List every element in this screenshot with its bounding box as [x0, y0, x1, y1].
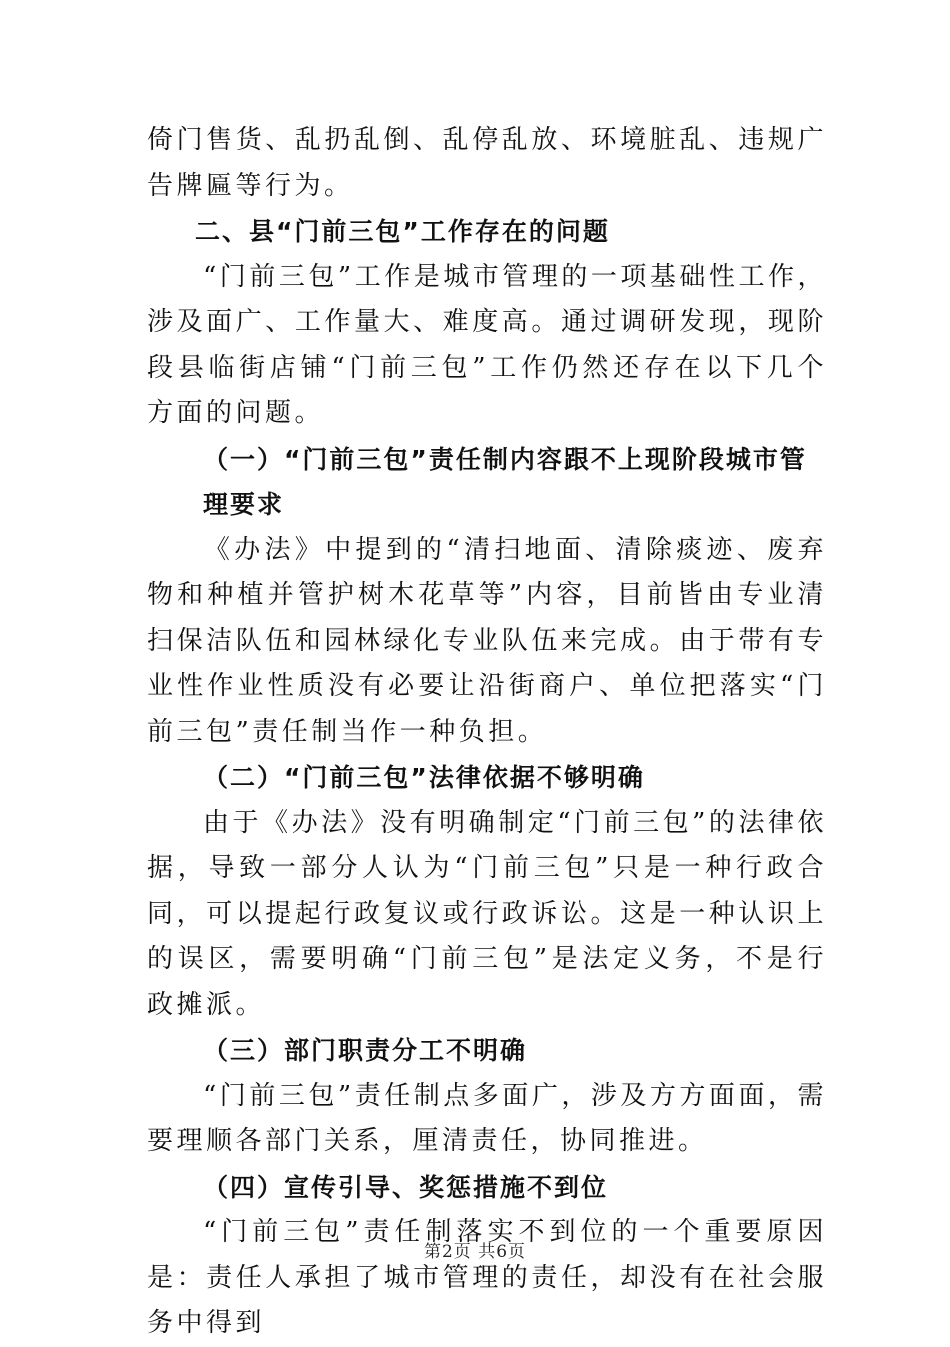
paragraph	[147, 255, 827, 437]
paragraph-text: 由于《办法》没有明确制定“门前三包”的法律依据，导致一部分人认为“门前三包”只是一种行政合同，可以提起行政复议或行政诉讼。这是一种认识上的误区，需要明确“门前三包”是法定义务，不是行政摊派。	[147, 807, 827, 1020]
paragraph	[147, 801, 827, 1029]
subsection-heading-4: （四）宣传引导、奖惩措施不到位	[203, 1172, 609, 1202]
subsection-heading-1: （一）“门前三包”责任制内容跟不上现阶段城市管理要求	[203, 444, 807, 519]
document-body	[147, 118, 827, 1347]
paragraph-text: “门前三包”工作是城市管理的一项基础性工作，涉及面广、工作量大、难度高。通过调研发现，现阶段县临街店铺“门前三包”工作仍然还存在以下几个方面的问题。	[147, 261, 827, 428]
paragraph-text: 《办法》中提到的“清扫地面、清除痰迹、废弃物和种植并管护树木花草等”内容，目前皆由专业清扫保洁队伍和园林绿化专业队伍来完成。由于带有专业性作业性质没有必要让沿街商户、单位把落实“门前三包”责任制当作一种负担。	[147, 534, 827, 747]
paragraph	[147, 1074, 827, 1165]
section-heading: 二、县“门前三包”工作存在的问题	[195, 217, 610, 246]
paragraph-continuation: 倚门售货、乱扔乱倒、乱停乱放、环境脏乱、违规广告牌匾等行为。	[147, 125, 827, 201]
page-footer	[0, 1240, 950, 1264]
paragraph-text: “门前三包”责任制点多面广，涉及方方面面，需要理顺各部门关系，厘清责任，协同推进。	[147, 1080, 827, 1156]
paragraph	[147, 528, 827, 756]
paragraph-text: “门前三包”责任制落实不到位的一个重要原因是：责任人承担了城市管理的责任，却没有在社会服务中得到	[147, 1217, 827, 1338]
page-number-label: 第2页 共6页	[423, 1242, 527, 1262]
paragraph	[147, 1210, 827, 1347]
subsection-heading-2: （二）“门前三包”法律依据不够明确	[203, 763, 645, 792]
subsection-heading-3: （三）部门职责分工不明确	[203, 1036, 528, 1065]
